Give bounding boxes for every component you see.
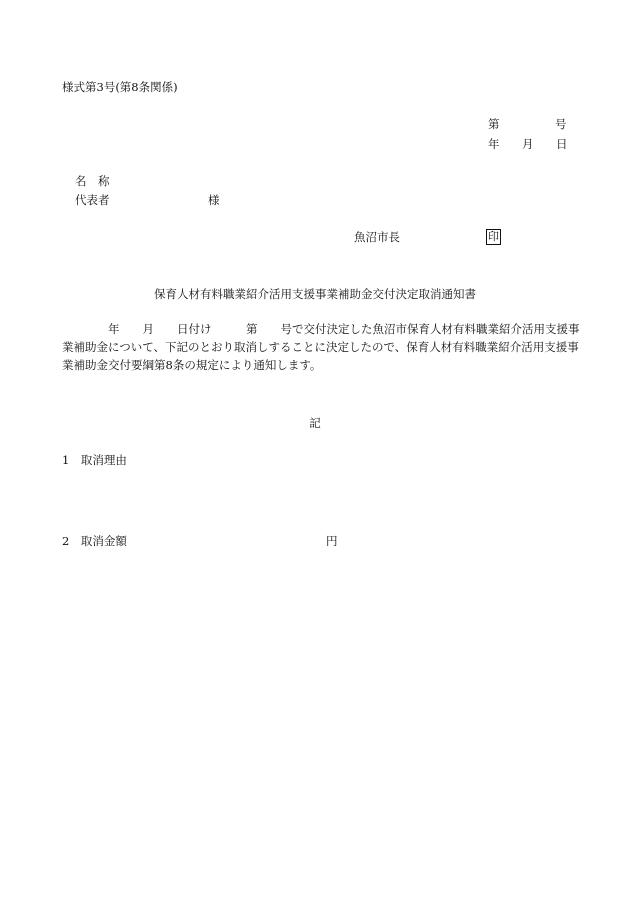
recipient-honorific: 様 (208, 193, 220, 207)
notation-heading: 記 (309, 416, 321, 430)
recipient-name-label: 名 称 (75, 174, 110, 188)
seal-stamp-box: 印 (488, 230, 499, 243)
body-text-line: 年 月 日付け 第 号で交付決定した魚沼市保育人材有料職業紹介活用支援事 (62, 322, 580, 336)
body-text-line: 業補助金交付要綱第8条の規定により通知します。 (62, 358, 322, 372)
amount-unit-yen: 円 (326, 534, 338, 548)
item-cancellation-amount: 2 取消金額 (62, 534, 127, 548)
document-number-suffix: 号 (555, 117, 567, 131)
date-day-label: 日 (556, 137, 568, 151)
body-text-line: 業補助金について、下記のとおり取消しすることに決定したので、保育人材有料職業紹介活用支援事 (62, 340, 579, 354)
item-cancellation-reason: 1 取消理由 (62, 453, 127, 467)
issuer-title: 魚沼市長 (354, 230, 400, 244)
form-number: 様式第3号(第8条関係) (62, 80, 178, 94)
document-title: 保育人材有料職業紹介活用支援事業補助金交付決定取消通知書 (154, 287, 476, 301)
date-month-label: 月 (522, 137, 534, 151)
recipient-representative-label: 代表者 (75, 193, 110, 207)
document-number-prefix: 第 (488, 117, 500, 131)
date-year-label: 年 (488, 137, 500, 151)
